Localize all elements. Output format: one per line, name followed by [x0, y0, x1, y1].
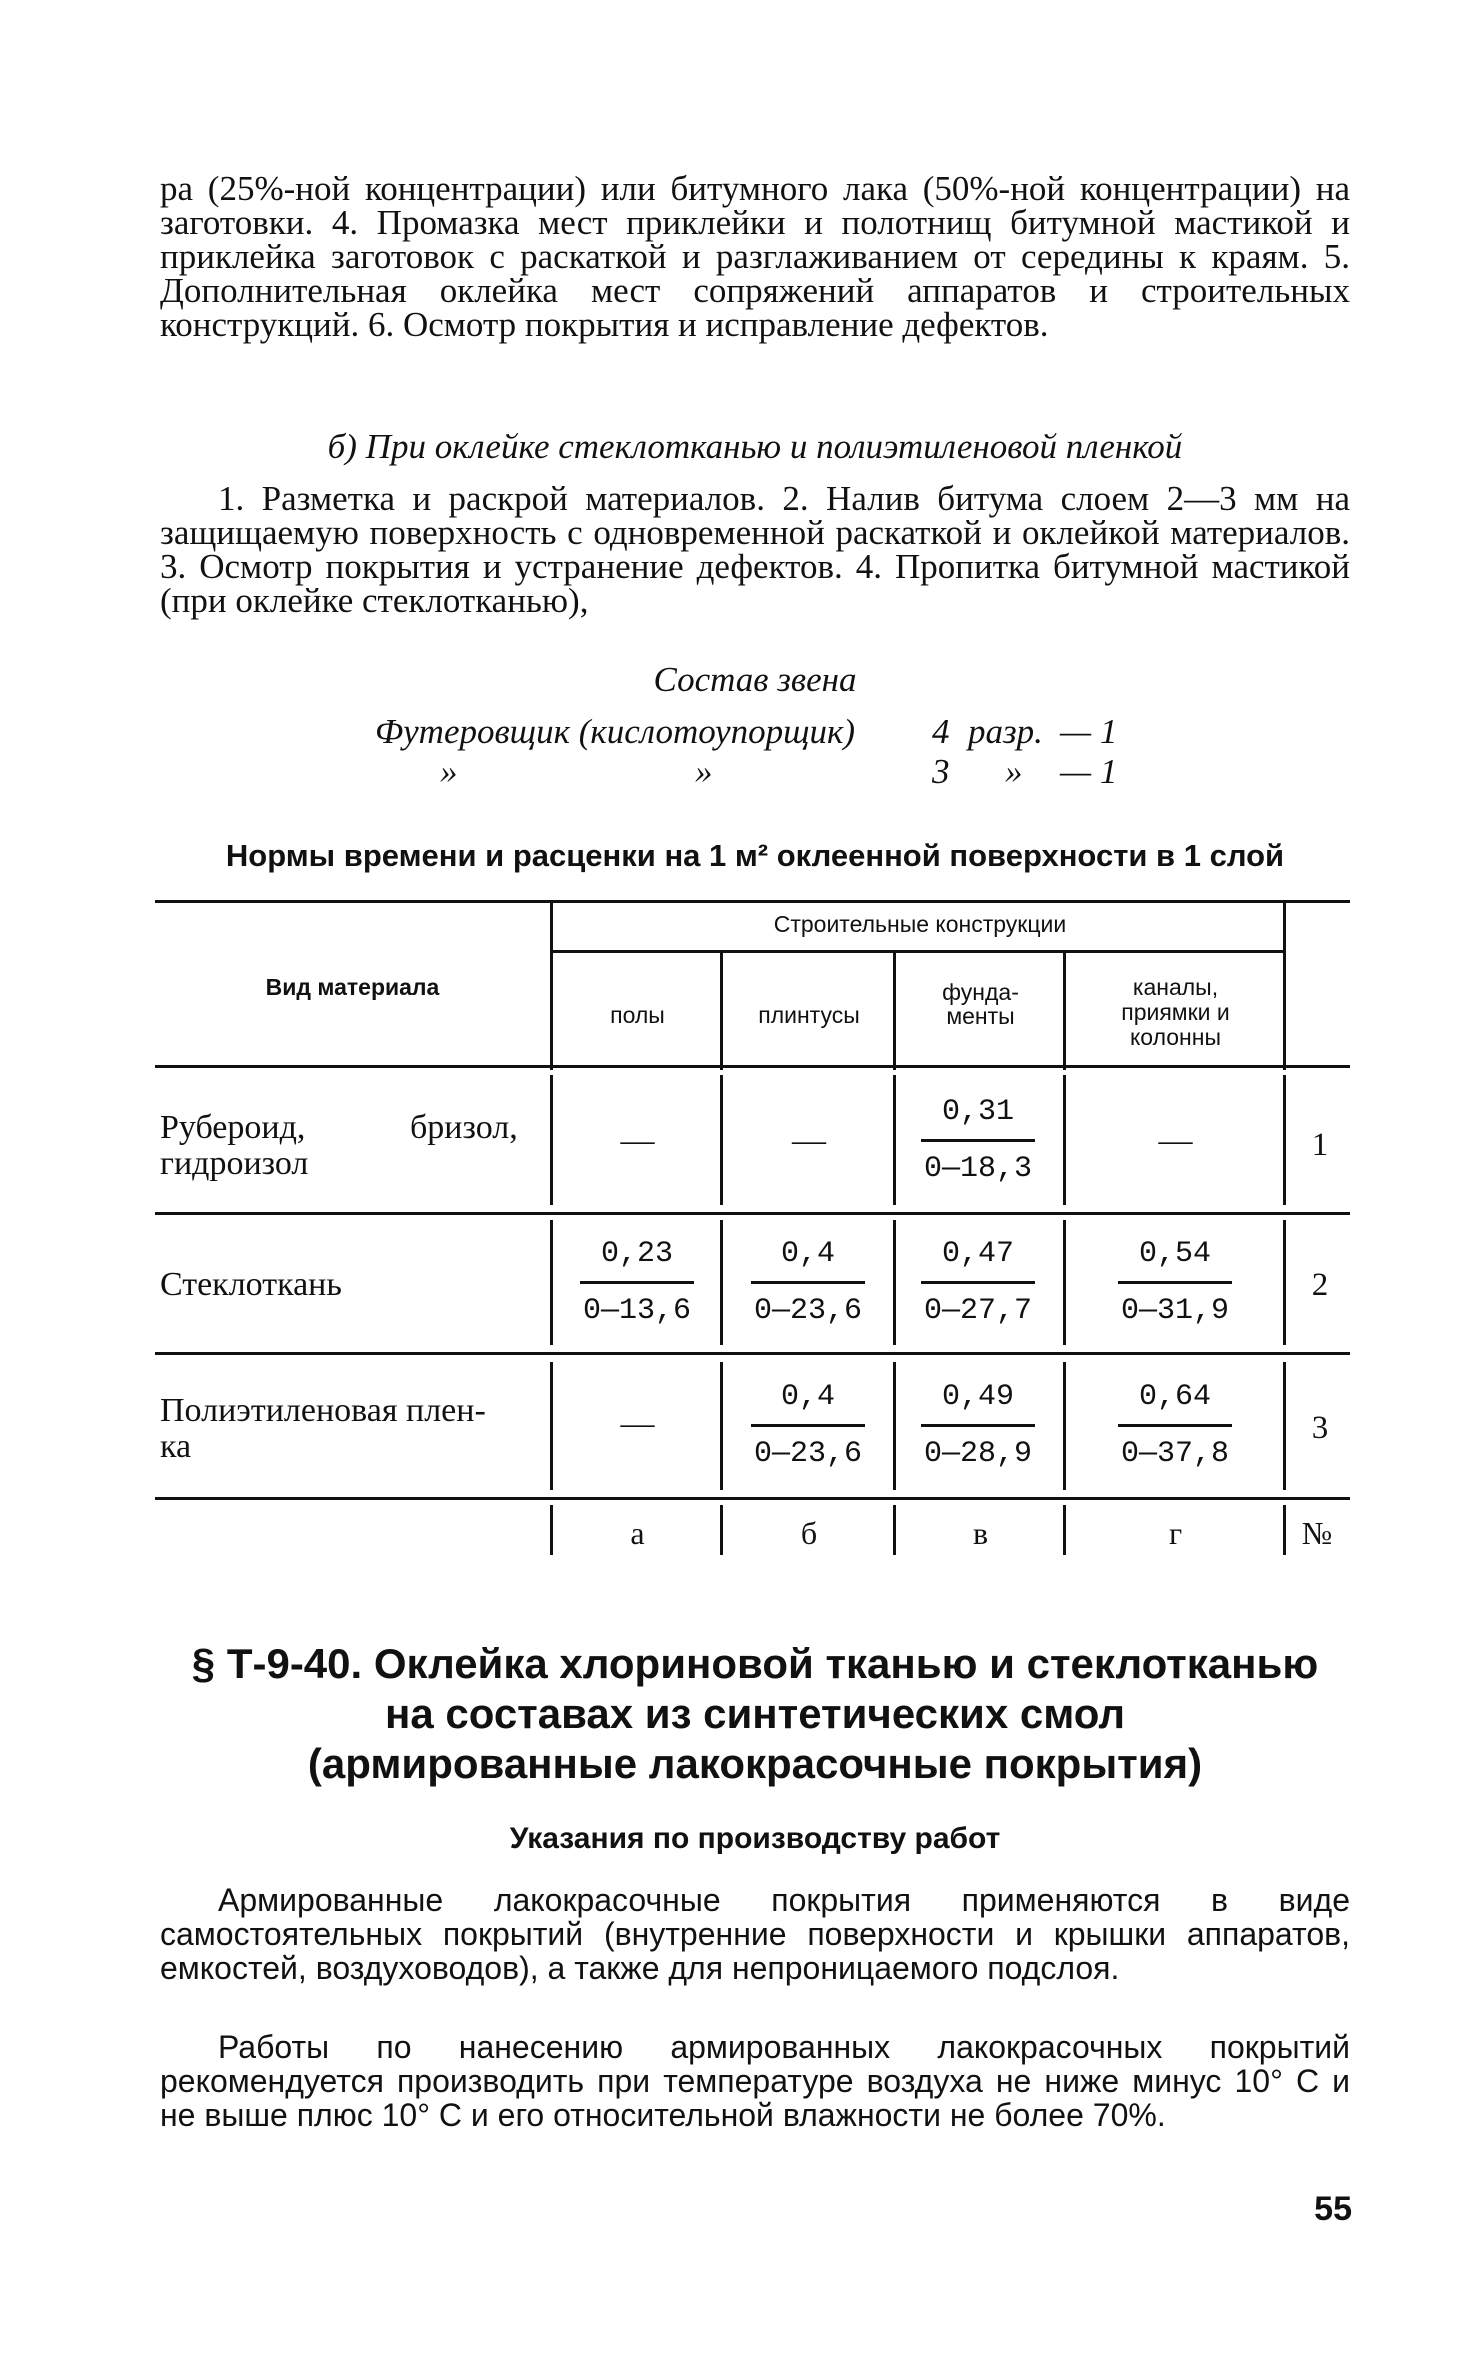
footer-vline-a [550, 1505, 553, 1555]
row2-vline-d [1063, 1220, 1066, 1345]
row3-vline-c [893, 1362, 896, 1490]
row2-cell-c-rate: 0—27,7 [923, 1294, 1033, 1328]
col-no-label: № [1301, 1515, 1333, 1551]
row1-vline-d [1063, 1075, 1066, 1205]
row1-material-part2: бризол, [410, 1109, 518, 1146]
subsection-b-heading: б) При оклейке стеклотканью и полиэтиленовой пленкой [327, 427, 1183, 466]
table-rule-top [155, 900, 1350, 903]
crew-row-1-grade: 4 [932, 712, 950, 751]
row1-cell-a: — [620, 1122, 655, 1159]
table-vline-1 [720, 950, 723, 1070]
section-title-line3: (армированные лакокрасочные покрытия) [307, 1740, 1203, 1787]
row3-cell-d-rate: 0—37,8 [1120, 1437, 1230, 1471]
row3-cell-b-rate: 0—23,6 [753, 1437, 863, 1471]
row2-cell-a-norm: 0,23 [600, 1237, 673, 1271]
table-vline-4 [1283, 900, 1286, 1070]
row1-material-part1: Рубероид, [160, 1109, 306, 1146]
row3-cell-a: — [620, 1405, 655, 1442]
header-group: Строительные конструкции [773, 911, 1067, 937]
header-col-poly: полы [610, 1002, 665, 1028]
table-vline-3 [1063, 950, 1066, 1070]
col-letter-g: г [1168, 1515, 1183, 1551]
table-title: Нормы времени и расценки на 1 м² оклеенной поверхности в 1 слой [225, 838, 1285, 873]
row1-cell-d: — [1158, 1122, 1193, 1159]
row2-cell-c [903, 1237, 1053, 1328]
row2-cell-d [1100, 1237, 1250, 1328]
row2-cell-b [733, 1237, 883, 1328]
header-col-kan-2: приямки и [1121, 999, 1230, 1025]
instructions-paragraph-2: Работы по нанесению армированных лакокрасочных покрытий рекомендуется производить при температуре воздуха не ниже минус 10° С и не выше плюс 10° С и его относительной влажности не более 70%. [160, 2029, 1350, 2133]
crew-row-2-count: — 1 [1060, 752, 1118, 791]
row3-cell-c [903, 1380, 1053, 1471]
row3-cell-b-norm: 0,4 [780, 1380, 835, 1414]
table-rule-row1 [155, 1212, 1350, 1215]
crew-row-1-name: Футеровщик (кислотоупорщик) [375, 712, 856, 751]
row3-cell-d-norm: 0,64 [1138, 1380, 1211, 1414]
row3-cell-c-norm: 0,49 [941, 1380, 1014, 1414]
crew-title: Состав звена [653, 660, 857, 699]
header-col-kan-3: колонны [1129, 1024, 1221, 1050]
section-title-line1: § Т-9-40. Оклейка хлориновой тканью и стеклотканью [191, 1640, 1319, 1687]
subsection-b-text: 1. Разметка и раскрой материалов. 2. Налив битума слоем 2—3 мм на защищаемую поверхность с одновременной раскаткой и оклейкой материалов. 3. Осмотр покрытия и устранение дефектов. 4. Пропитка битумной мастикой (при оклейке стеклотканью), [160, 479, 1350, 620]
row2-cell-c-norm: 0,47 [941, 1237, 1014, 1271]
row1-cell-c [903, 1095, 1053, 1186]
header-col-fund-1: фунда- [942, 979, 1019, 1005]
row2-vline-e [1283, 1220, 1286, 1345]
row1-number: 1 [1311, 1127, 1329, 1163]
row3-cell-b [733, 1380, 883, 1471]
row3-vline-e [1283, 1362, 1286, 1490]
crew-row-2-unit: » [1005, 752, 1023, 791]
instructions-heading: Указания по производству работ [509, 1822, 1001, 1855]
header-material: Вид материала [265, 974, 440, 1000]
intro-paragraph: ра (25%-ной концентрации) или битумного лака (50%-ной концентрации) на заготовки. 4. Промазка мест приклейки и полотнищ битумной мастикой и приклейка заготовок с раскаткой и разглаживанием от середины к краям. 5. Дополнительная оклейка мест сопряжений аппаратов и строительных конструкций. 6. Осмотр покрытия и исправление дефектов. [160, 169, 1350, 344]
row1-vline-b [720, 1075, 723, 1205]
row3-material-line1: Полиэтиленовая плен- [160, 1392, 486, 1429]
row2-number: 2 [1311, 1267, 1329, 1303]
row2-vline-c [893, 1220, 896, 1345]
row1-material-line2: гидроизол [160, 1145, 309, 1182]
section-title-line2: на составах из синтетических смол [384, 1690, 1126, 1737]
row2-cell-b-rate: 0—23,6 [753, 1294, 863, 1328]
row3-vline-a [550, 1362, 553, 1490]
row2-cell-a [562, 1237, 712, 1328]
crew-row-1-unit: разр. [968, 712, 1043, 751]
footer-vline-c [893, 1505, 896, 1555]
table-rule-row3 [155, 1497, 1350, 1500]
col-letter-a: а [630, 1515, 645, 1551]
crew-row-1-count: — 1 [1060, 712, 1118, 751]
footer-vline-e [1283, 1505, 1286, 1555]
row2-cell-d-rate: 0—31,9 [1120, 1294, 1230, 1328]
row1-vline-e [1283, 1075, 1286, 1205]
table-rule-row2 [155, 1352, 1350, 1355]
table-rule-header [155, 1065, 1350, 1068]
crew-row-2-ditto-2: » [695, 752, 713, 791]
row1-cell-c-norm: 0,31 [941, 1095, 1014, 1129]
table-rule-group [552, 950, 1284, 953]
footer-vline-b [720, 1505, 723, 1555]
page-number: 55 [1314, 2190, 1352, 2228]
row2-cell-a-rate: 0—13,6 [582, 1294, 692, 1328]
row2-vline-a [550, 1220, 553, 1345]
row3-vline-d [1063, 1362, 1066, 1490]
row2-material: Стеклоткань [160, 1266, 342, 1303]
crew-row-2-grade: 3 [932, 752, 950, 791]
row3-cell-d [1100, 1380, 1250, 1471]
crew-row-2-ditto-1: » [440, 752, 458, 791]
row2-cell-b-norm: 0,4 [780, 1237, 835, 1271]
row3-number: 3 [1311, 1410, 1329, 1446]
row2-vline-b [720, 1220, 723, 1345]
row3-vline-b [720, 1362, 723, 1490]
row1-cell-c-rate: 0—18,3 [923, 1152, 1033, 1186]
header-col-kan-1: каналы, [1132, 974, 1219, 1000]
row3-material-line2: ка [160, 1428, 192, 1465]
row1-vline-c [893, 1075, 896, 1205]
table-vline-material [550, 900, 553, 1070]
header-col-plintusy: плинтусы [758, 1002, 860, 1028]
col-letter-b: б [800, 1515, 818, 1551]
row1-vline-a [550, 1075, 553, 1205]
table-vline-2 [893, 950, 896, 1070]
row3-cell-c-rate: 0—28,9 [923, 1437, 1033, 1471]
row1-cell-b: — [792, 1122, 826, 1159]
col-letter-v: в [972, 1515, 989, 1551]
footer-vline-d [1063, 1505, 1066, 1555]
row2-cell-d-norm: 0,54 [1138, 1237, 1211, 1271]
instructions-paragraph-1: Армированные лакокрасочные покрытия применяются в виде самостоятельных покрытий (внутренние поверхности и крышки аппаратов, емкостей, воздуховодов), а также для непроницаемого подслоя. [160, 1882, 1350, 1986]
header-col-fund-2: менты [946, 1003, 1015, 1029]
